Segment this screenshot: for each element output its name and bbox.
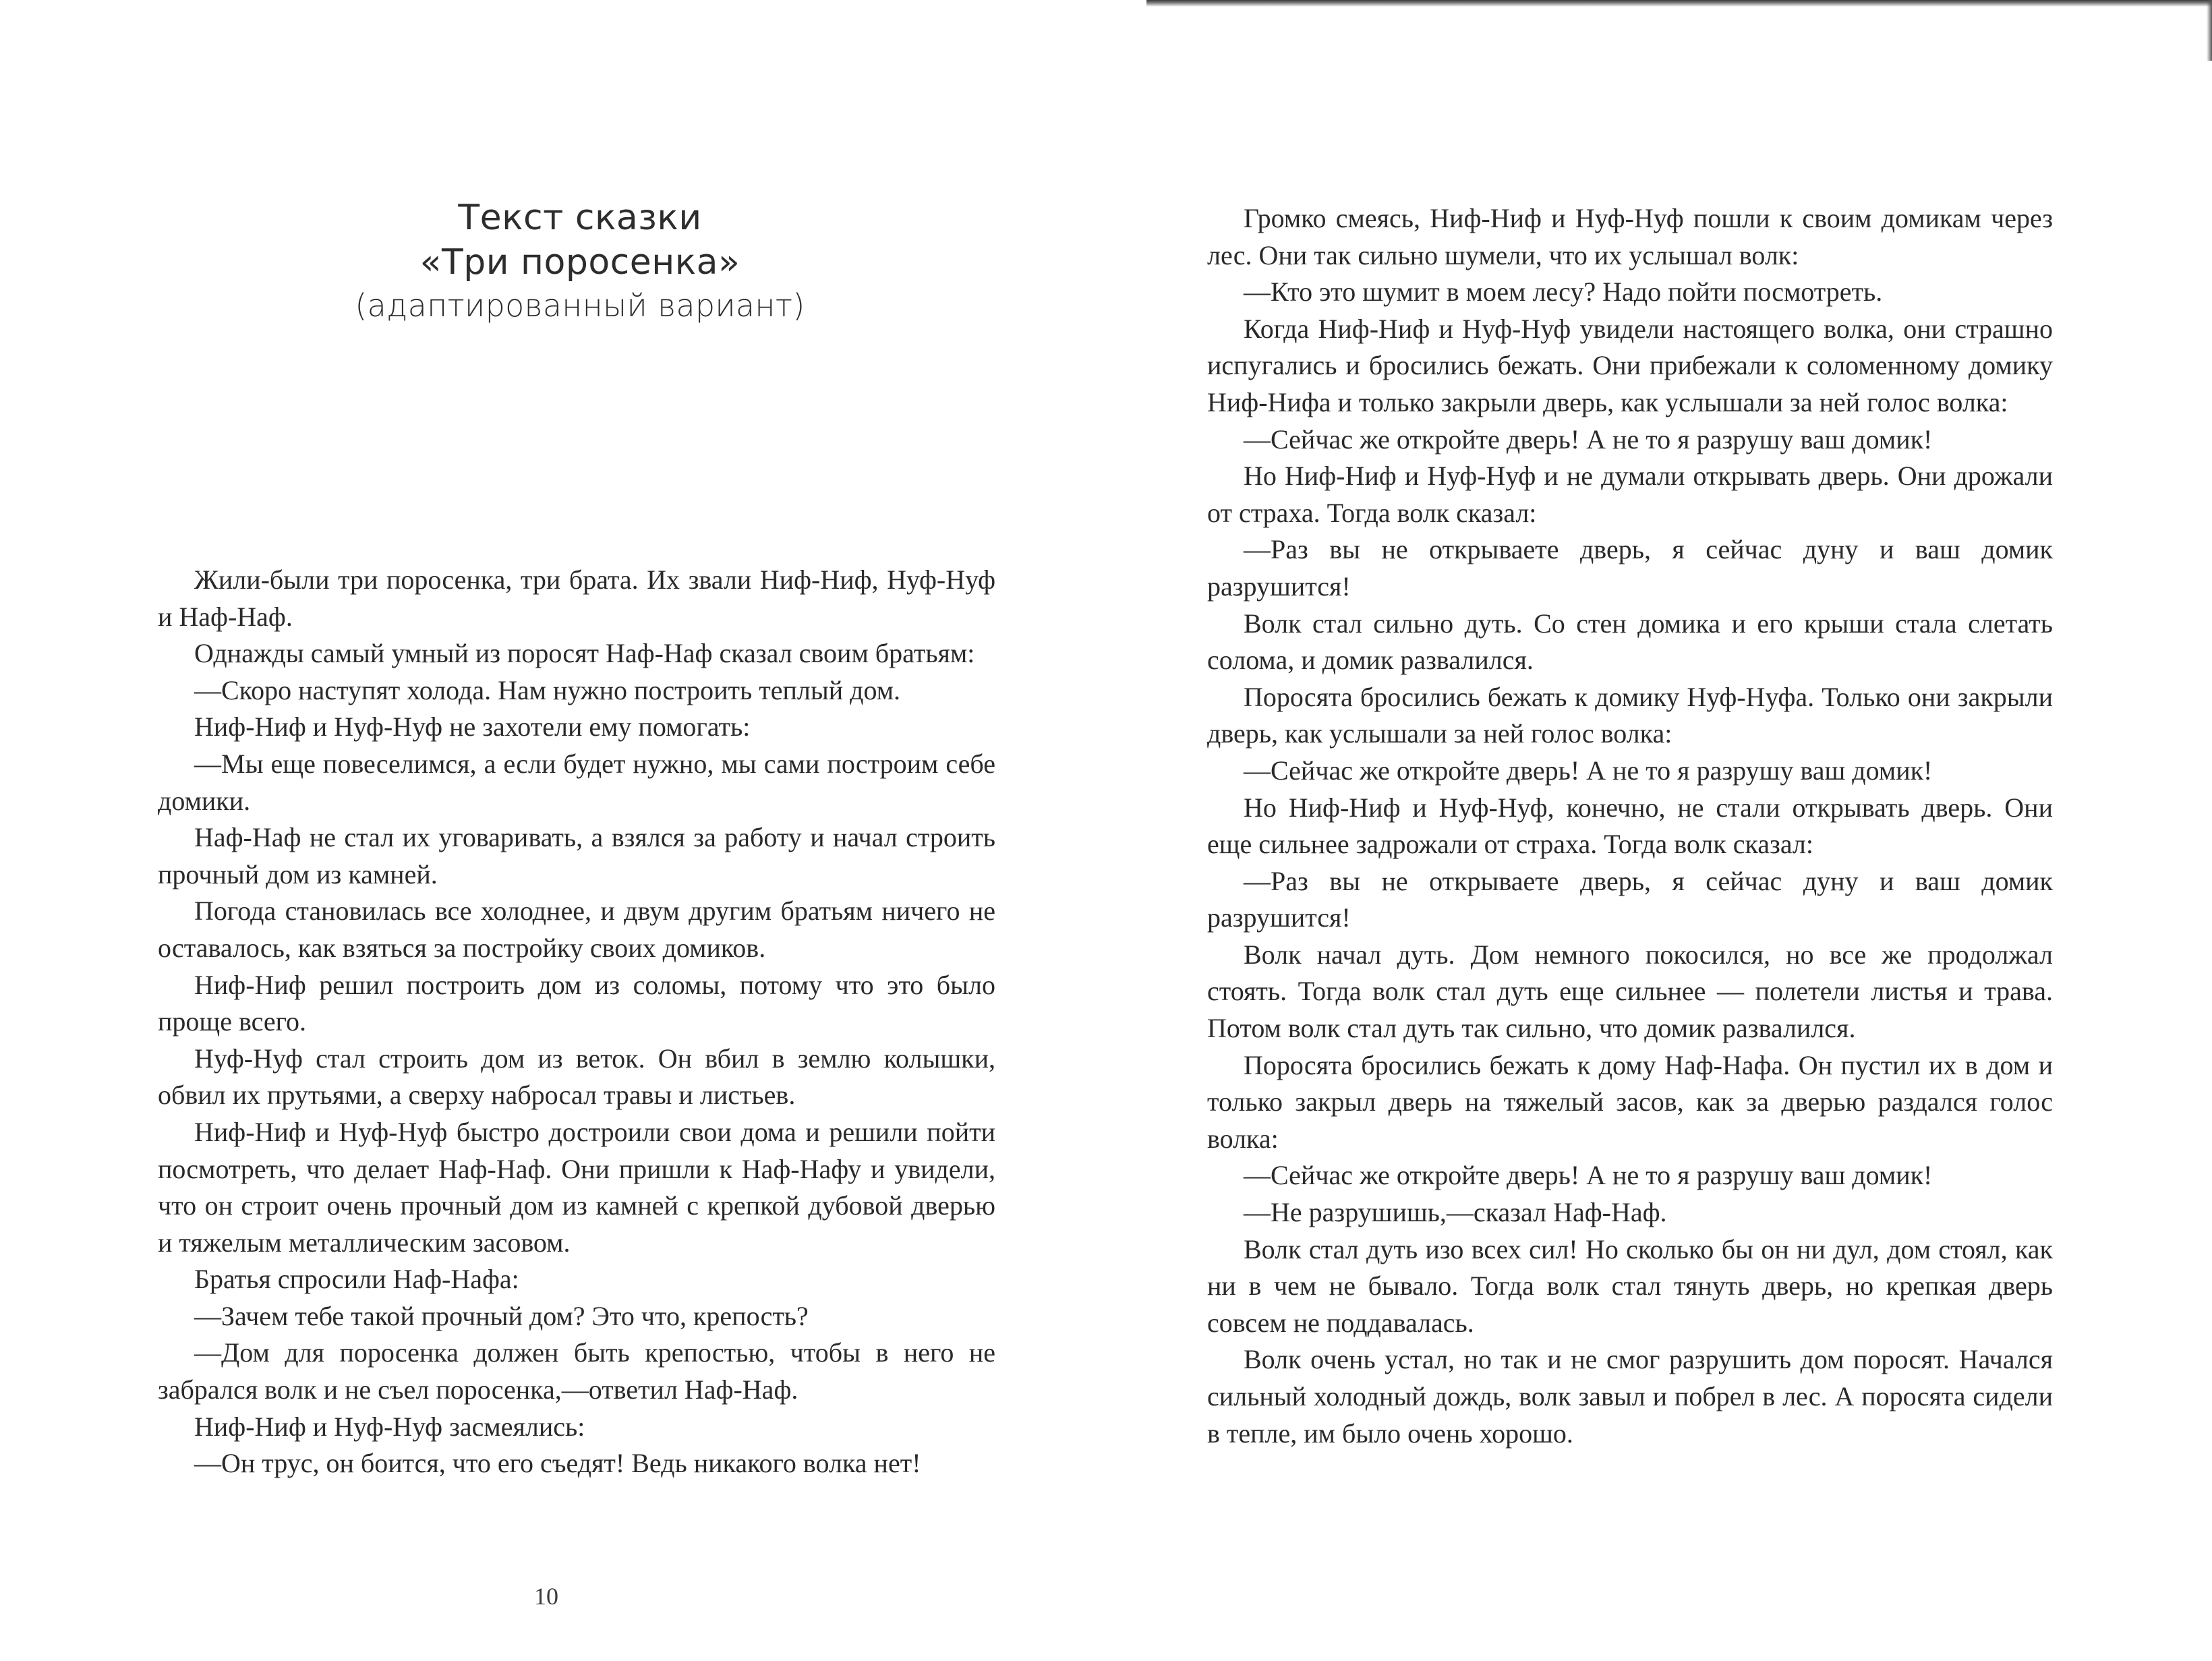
story-title-block [243,196,917,326]
paragraph: —Сейчас же откройте дверь! А не то я разрушу ваш домик! [1244,1160,1933,1191]
paragraph: —Зачем тебе такой прочный дом? Это что, крепость? [194,1300,809,1331]
paragraph: —Раз вы не открываете дверь, я сейчас дуну и ваш домик разрушится! [1207,865,2053,933]
story-text-right [1207,200,2053,1452]
story-subtitle: (адаптированный вариант) [355,287,805,324]
paragraph: —Не разрушишь,—сказал Наф-Наф. [1244,1197,1667,1228]
paragraph: Братья спросили Наф-Нафа: [194,1264,519,1295]
story-name: «Три поросенка» [419,242,740,283]
paragraph: Волк стал сильно дуть. Со стен домика и его крыши стала слетать солома, и домик развалился. [1207,608,2053,676]
paragraph: Волк начал дуть. Дом немного покосился, но все же продолжал стоять. Тогда волк стал дуть еще сильнее — полетели листья и трава. Потом волк стал дуть так сильно, что домик развалился. [1207,939,2053,1044]
paragraph: Волк очень устал, но так и не смог разрушить дом поросят. Начался сильный холодный дождь, волк завыл и побрел в лес. А поросята сидели в тепле, им было очень хорошо. [1207,1344,2053,1449]
paragraph: Наф-Наф не стал их уговаривать, а взялся за работу и начал строить прочный дом из камней. [158,822,995,890]
paragraph: Поросята бросились бежать к домику Нуф-Нуфа. Только они закрыли дверь, как услышали за ней голос волка: [1207,681,2053,749]
page-number: 10 [534,1583,558,1610]
paragraph: Ниф-Ниф и Нуф-Нуф не захотели ему помогать: [194,711,751,742]
story-text-left [158,562,995,1482]
paragraph: —Кто это шумит в моем лесу? Надо пойти посмотреть. [1244,276,1883,308]
paragraph: —Он трус, он боится, что его съедят! Ведь никакого волка нет! [194,1448,921,1479]
paragraph: Но Ниф-Ниф и Нуф-Нуф, конечно, не стали открывать дверь. Они еще сильнее задрожали от страха. Тогда волк сказал: [1207,792,2053,860]
paragraph: Когда Ниф-Ниф и Нуф-Нуф увидели настоящего волка, они страшно испугались и бросились бежать. Они прибежали к соломенному домику Ниф-Нифа и только закрыли дверь, как услышали за ней голос волка: [1207,313,2053,417]
paragraph: Поросята бросились бежать к дому Наф-Нафа. Он пустил их в дом и только закрыл дверь на тяжелый засов, как за дверью раздался голос волка: [1207,1049,2053,1154]
paragraph: —Дом для поросенка должен быть крепостью, чтобы в него не забрался волк и не съел поросенка,—ответил Наф-Наф. [158,1337,995,1405]
paragraph: Однажды самый умный из поросят Наф-Наф сказал своим братьям: [194,638,975,669]
paragraph: Ниф-Ниф и Нуф-Нуф засмеялись: [194,1411,585,1442]
paragraph: Ниф-Ниф решил построить дом из соломы, потому что это было проще всего. [158,969,995,1037]
paragraph: —Сейчас же откройте дверь! А не то я разрушу ваш домик! [1244,424,1933,455]
paragraph: Жили-были три поросенка, три брата. Их звали Ниф-Ниф, Нуф-Нуф и Наф-Наф. [158,564,995,632]
paragraph: Громко смеясь, Ниф-Ниф и Нуф-Нуф пошли к своим домикам через лес. Они так сильно шумели, что их услышал волк: [1207,203,2053,270]
page-title: Текст сказки [458,198,702,238]
paragraph: Ниф-Ниф и Нуф-Нуф быстро достроили свои дома и решили пойти посмотреть, что делает Наф-Наф. Они пришли к Наф-Нафу и увидели, что он строит очень прочный дом из камней с крепкой дубовой дверью и тяжелым металлическим засовом. [158,1116,995,1258]
paragraph: —Сейчас же откройте дверь! А не то я разрушу ваш домик! [1244,755,1933,786]
paragraph: —Скоро наступят холода. Нам нужно построить теплый дом. [194,674,901,705]
right-page [1106,0,2212,1661]
paragraph: —Мы еще повеселимся, а если будет нужно, мы сами построим себе домики. [158,748,995,816]
paragraph: Нуф-Нуф стал строить дом из веток. Он вбил в землю колышки, обвил их прутьями, а сверху набросал травы и листьев. [158,1043,995,1111]
paragraph: —Раз вы не открываете дверь, я сейчас дуну и ваш домик разрушится! [1207,534,2053,602]
paragraph: Погода становилась все холоднее, и двум другим братьям ничего не оставалось, как взяться за постройку своих домиков. [158,896,995,963]
paragraph: Волк стал дуть изо всех сил! Но сколько бы он ни дул, дом стоял, как ни в чем не бывало. Тогда волк стал тянуть дверь, но крепкая дверь совсем не поддавалась. [1207,1233,2053,1338]
paragraph: Но Ниф-Ниф и Нуф-Нуф и не думали открывать дверь. Они дрожали от страха. Тогда волк сказал: [1207,461,2053,528]
